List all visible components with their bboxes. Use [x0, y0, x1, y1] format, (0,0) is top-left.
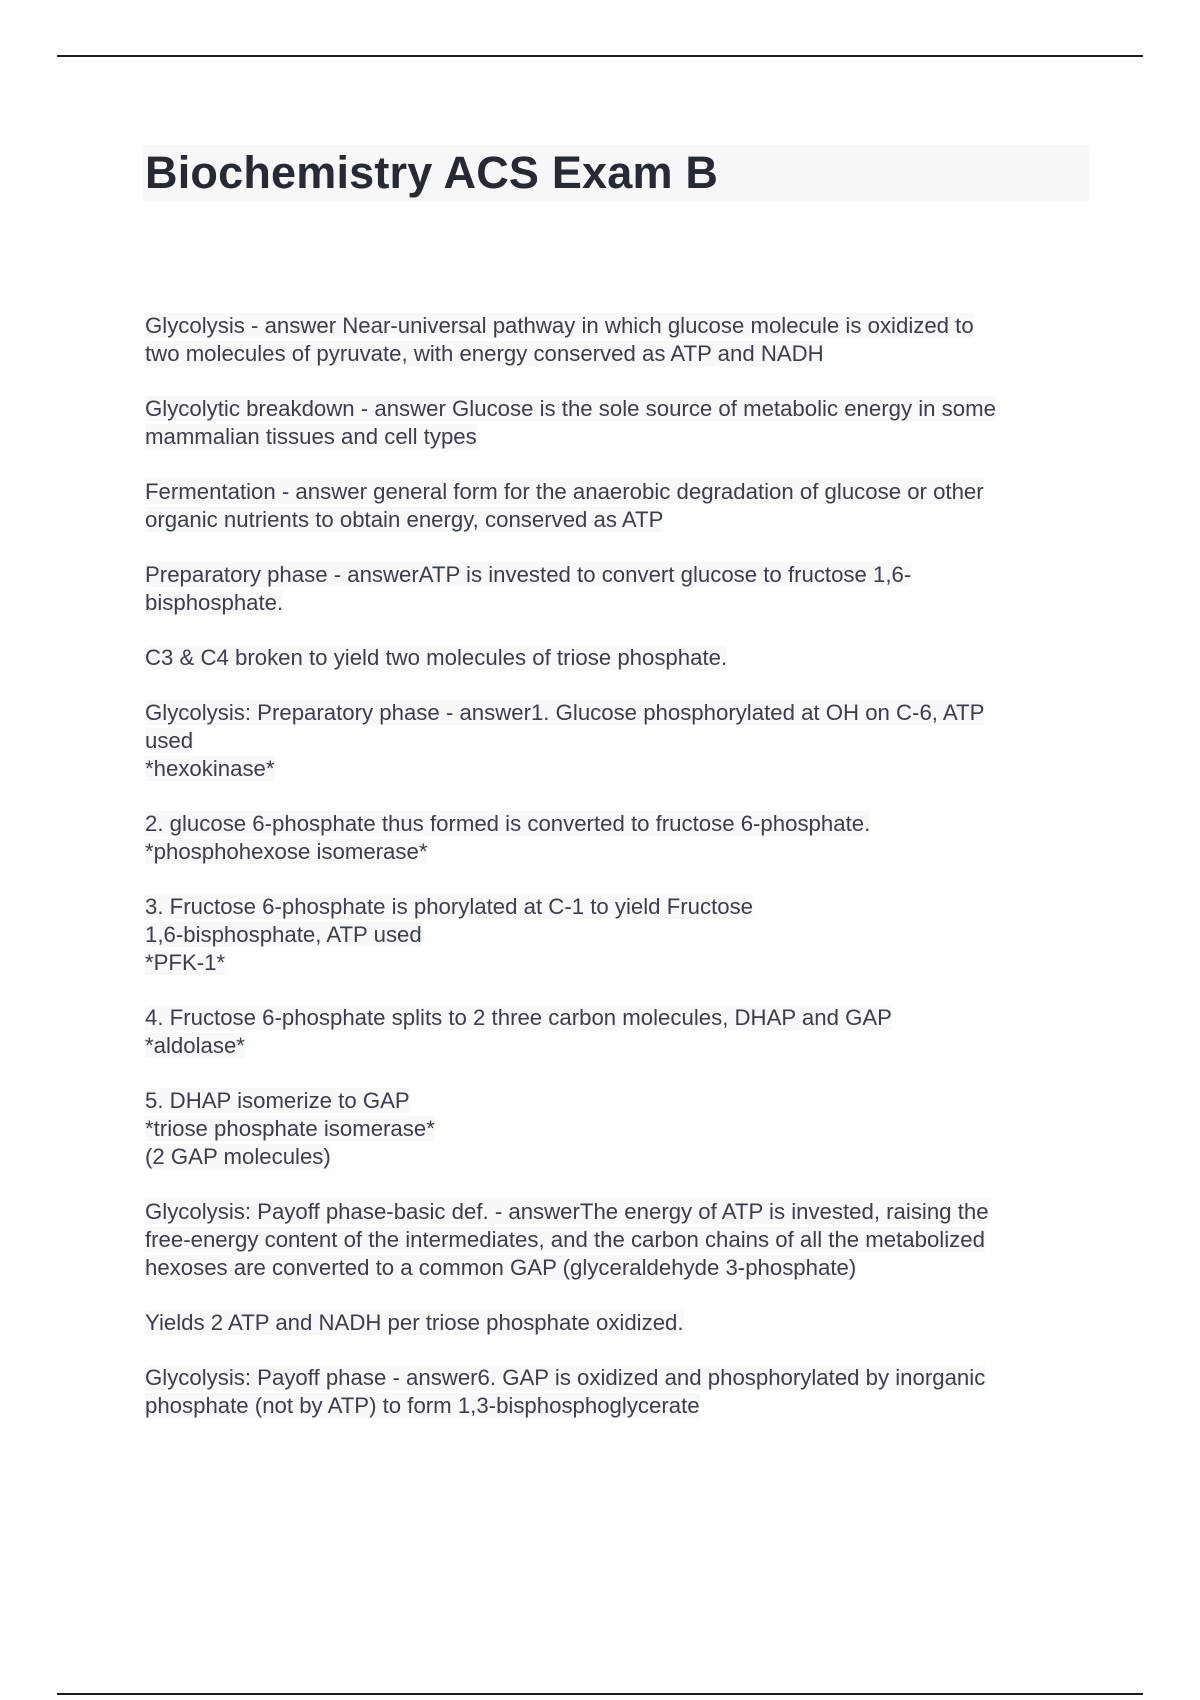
paragraph-line — [145, 1309, 1085, 1337]
paragraph-line-text: 2. glucose 6-phosphate thus formed is converted to fructose 6-phosphate. — [145, 811, 871, 836]
paragraph-line — [145, 949, 1085, 977]
paragraph-line — [145, 561, 1085, 589]
top-divider — [57, 55, 1143, 57]
qa-paragraph — [145, 810, 1085, 866]
paragraph-line-text: bisphosphate. — [145, 590, 284, 615]
qa-paragraph — [145, 699, 1085, 783]
paragraph-line — [145, 340, 1085, 368]
qa-paragraph — [145, 395, 1085, 451]
paragraph-line-text: Glycolysis: Payoff phase - answer6. GAP is oxidized and phosphorylated by inorganic — [145, 1365, 986, 1390]
paragraph-line — [145, 893, 1085, 921]
paragraph-line — [145, 1198, 1085, 1226]
qa-paragraph — [145, 1198, 1085, 1282]
paragraph-line-text: mammalian tissues and cell types — [145, 424, 477, 449]
paragraph-line — [145, 478, 1085, 506]
document-body — [145, 312, 1085, 1447]
bottom-divider — [57, 1693, 1143, 1695]
paragraph-line-text: 1,6-bisphosphate, ATP used — [145, 922, 422, 947]
paragraph-line — [145, 727, 1085, 755]
paragraph-line-text: Glycolysis: Payoff phase-basic def. - answerThe energy of ATP is invested, raising the — [145, 1199, 989, 1224]
document-title: Biochemistry ACS Exam B — [145, 147, 719, 198]
paragraph-line — [145, 589, 1085, 617]
paragraph-line-text: Glycolysis - answer Near-universal pathway in which glucose molecule is oxidized to — [145, 313, 974, 338]
paragraph-line — [145, 423, 1085, 451]
qa-paragraph — [145, 478, 1085, 534]
paragraph-line-text: Fermentation - answer general form for the anaerobic degradation of glucose or other — [145, 479, 984, 504]
paragraph-line-text: *aldolase* — [145, 1033, 245, 1058]
paragraph-line — [145, 644, 1085, 672]
paragraph-line — [145, 1143, 1085, 1171]
qa-paragraph — [145, 312, 1085, 368]
paragraph-line-text: two molecules of pyruvate, with energy conserved as ATP and NADH — [145, 341, 824, 366]
paragraph-line — [145, 1032, 1085, 1060]
paragraph-line — [145, 921, 1085, 949]
paragraph-line-text: used — [145, 728, 194, 753]
paragraph-line-text: Yields 2 ATP and NADH per triose phosphate oxidized. — [145, 1310, 684, 1335]
paragraph-line-text: 3. Fructose 6-phosphate is phorylated at C-1 to yield Fructose — [145, 894, 754, 919]
paragraph-line-text: *triose phosphate isomerase* — [145, 1116, 435, 1141]
qa-paragraph — [145, 1364, 1085, 1420]
paragraph-line-text: (2 GAP molecules) — [145, 1144, 331, 1169]
paragraph-line — [145, 1254, 1085, 1282]
paragraph-line-text: *phosphohexose isomerase* — [145, 839, 428, 864]
paragraph-line-text: 4. Fructose 6-phosphate splits to 2 three carbon molecules, DHAP and GAP — [145, 1005, 892, 1030]
paragraph-line — [145, 1364, 1085, 1392]
paragraph-line-text: organic nutrients to obtain energy, conserved as ATP — [145, 507, 664, 532]
paragraph-line-text: C3 & C4 broken to yield two molecules of triose phosphate. — [145, 645, 728, 670]
paragraph-line — [145, 1392, 1085, 1420]
paragraph-line — [145, 506, 1085, 534]
paragraph-line-text: hexoses are converted to a common GAP (glyceraldehyde 3-phosphate) — [145, 1255, 857, 1280]
paragraph-line — [145, 699, 1085, 727]
paragraph-line — [145, 1226, 1085, 1254]
paragraph-line-text: free-energy content of the intermediates, and the carbon chains of all the metabolized — [145, 1227, 985, 1252]
paragraph-line — [145, 755, 1085, 783]
qa-paragraph — [145, 893, 1085, 977]
paragraph-line — [145, 1115, 1085, 1143]
paragraph-line — [145, 312, 1085, 340]
paragraph-line-text: *PFK-1* — [145, 950, 226, 975]
paragraph-line-text: 5. DHAP isomerize to GAP — [145, 1088, 410, 1113]
paragraph-line-text: *hexokinase* — [145, 756, 275, 781]
paragraph-line-text: Preparatory phase - answerATP is invested to convert glucose to fructose 1,6- — [145, 562, 912, 587]
paragraph-line — [145, 395, 1085, 423]
qa-paragraph — [145, 1309, 1085, 1337]
qa-paragraph — [145, 1004, 1085, 1060]
paragraph-line — [145, 810, 1085, 838]
paragraph-line — [145, 1004, 1085, 1032]
paragraph-line — [145, 1087, 1085, 1115]
qa-paragraph — [145, 1087, 1085, 1171]
paragraph-line-text: Glycolysis: Preparatory phase - answer1. Glucose phosphorylated at OH on C-6, ATP — [145, 700, 985, 725]
paragraph-line-text: phosphate (not by ATP) to form 1,3-bisphosphoglycerate — [145, 1393, 700, 1418]
paragraph-line — [145, 838, 1085, 866]
qa-paragraph — [145, 644, 1085, 672]
qa-paragraph — [145, 561, 1085, 617]
paragraph-line-text: Glycolytic breakdown - answer Glucose is the sole source of metabolic energy in some — [145, 396, 996, 421]
